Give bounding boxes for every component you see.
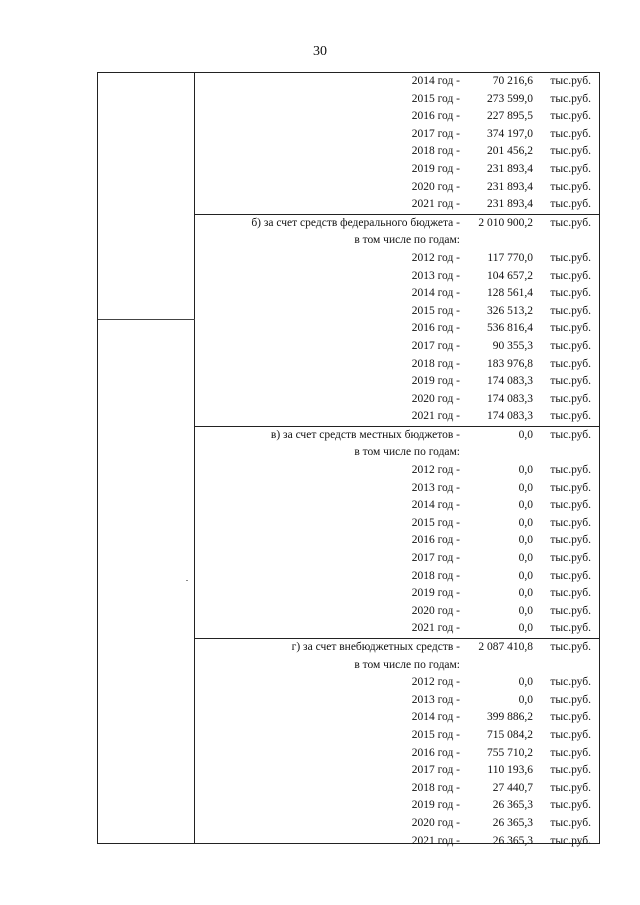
row-value: 0,0	[518, 676, 533, 689]
row-unit: тыс.руб.	[550, 816, 591, 829]
row-value: 0,0	[518, 569, 533, 582]
row-value: 2 087 410,8	[478, 641, 533, 653]
row-value: 201 456,2	[487, 145, 533, 158]
row-label: 2016 год -	[411, 110, 460, 123]
row-value: 70 216,6	[492, 75, 533, 87]
table-row	[195, 568, 599, 586]
row-value: 0,0	[518, 499, 533, 512]
row-value: 231 893,4	[487, 180, 533, 193]
row-label: 2016 год -	[411, 534, 460, 547]
row-value: 755 710,2	[487, 746, 533, 759]
row-value: 399 886,2	[487, 711, 533, 724]
row-label: 2014 год -	[411, 711, 460, 724]
row-unit: тыс.руб.	[550, 781, 591, 794]
row-unit: тыс.руб.	[550, 499, 591, 512]
table-row	[195, 639, 599, 657]
table-row	[195, 356, 599, 374]
table-row	[195, 215, 599, 233]
table-row	[195, 232, 599, 250]
row-label: 2015 год -	[411, 728, 460, 741]
row-value: 174 083,3	[487, 410, 533, 423]
row-value: 0,0	[518, 534, 533, 547]
row-value: 90 355,3	[492, 339, 533, 352]
row-unit: тыс.руб.	[550, 392, 591, 405]
row-label: 2021 год -	[411, 410, 460, 423]
table-row	[195, 444, 599, 462]
row-value: 174 083,3	[487, 375, 533, 388]
table-row	[195, 320, 599, 338]
budget-table	[97, 72, 600, 847]
row-value: 26 365,3	[492, 816, 533, 829]
table-row	[195, 797, 599, 815]
row-value: 174 083,3	[487, 392, 533, 405]
row-value: 2 010 900,2	[478, 216, 533, 229]
row-unit: тыс.руб.	[550, 339, 591, 352]
row-unit: тыс.руб.	[550, 145, 591, 158]
row-unit: тыс.руб.	[550, 534, 591, 547]
row-value: 0,0	[518, 604, 533, 617]
row-label: 2019 год -	[411, 587, 460, 600]
row-unit: тыс.руб.	[550, 641, 591, 653]
row-unit: тыс.руб.	[550, 322, 591, 335]
row-value: 26 365,3	[492, 799, 533, 812]
row-unit: тыс.руб.	[550, 481, 591, 494]
table-row	[195, 692, 599, 710]
row-unit: тыс.руб.	[550, 516, 591, 529]
row-label: в) за счет средств местных бюджетов -	[270, 428, 460, 441]
row-value: 231 893,4	[487, 198, 533, 211]
table-row	[195, 161, 599, 179]
row-label: 2013 год -	[411, 269, 460, 282]
row-label: 2014 год -	[411, 75, 460, 87]
row-label: г) за счет внебюджетных средств -	[291, 641, 460, 653]
row-unit: тыс.руб.	[550, 587, 591, 600]
row-value: 0,0	[518, 587, 533, 600]
row-label: 2016 год -	[411, 746, 460, 759]
table-row	[195, 391, 599, 409]
row-value: 326 513,2	[487, 304, 533, 317]
row-unit: тыс.руб.	[550, 357, 591, 370]
row-label: 2015 год -	[411, 92, 460, 105]
row-value: 0,0	[518, 428, 533, 441]
row-value: 0,0	[518, 552, 533, 565]
table-row	[195, 143, 599, 161]
table-row	[195, 179, 599, 197]
table-row	[195, 480, 599, 498]
left-column-divider	[98, 319, 195, 320]
row-label: 2014 год -	[411, 287, 460, 300]
row-label: 2014 год -	[411, 499, 460, 512]
table-row	[195, 196, 599, 214]
row-unit: тыс.руб.	[550, 92, 591, 105]
row-label: 2020 год -	[411, 604, 460, 617]
row-value: 26 365,3	[492, 834, 533, 847]
table-row	[195, 762, 599, 780]
row-unit: тыс.руб.	[550, 410, 591, 423]
table-row	[195, 462, 599, 480]
table-row	[195, 73, 599, 91]
row-label: 2020 год -	[411, 180, 460, 193]
row-label: в том числе по годам:	[354, 234, 460, 247]
table-row	[195, 727, 599, 745]
row-value: 117 770,0	[487, 251, 533, 264]
row-value: 0,0	[518, 693, 533, 706]
table-row	[195, 91, 599, 109]
table-row	[195, 585, 599, 603]
row-label: 2020 год -	[411, 816, 460, 829]
table-row	[195, 126, 599, 144]
row-label: в том числе по годам:	[354, 658, 460, 671]
table-row	[195, 815, 599, 833]
row-unit: тыс.руб.	[550, 304, 591, 317]
table-row	[195, 780, 599, 798]
table-row	[195, 285, 599, 303]
row-unit: тыс.руб.	[550, 464, 591, 477]
row-unit: тыс.руб.	[550, 287, 591, 300]
funding-section	[195, 214, 599, 426]
table-row	[195, 427, 599, 445]
funding-section	[195, 638, 599, 850]
left-column	[98, 73, 195, 843]
row-unit: тыс.руб.	[550, 552, 591, 565]
row-value: 0,0	[518, 464, 533, 477]
table-row	[195, 674, 599, 692]
table-row	[195, 550, 599, 568]
row-label: 2012 год -	[411, 676, 460, 689]
row-label: 2021 год -	[411, 198, 460, 211]
table-row	[195, 373, 599, 391]
table-row	[195, 657, 599, 675]
row-unit: тыс.руб.	[550, 834, 591, 847]
row-value: 536 816,4	[487, 322, 533, 335]
row-unit: тыс.руб.	[550, 428, 591, 441]
row-unit: тыс.руб.	[550, 799, 591, 812]
row-value: 104 657,2	[487, 269, 533, 282]
row-label: 2017 год -	[411, 552, 460, 565]
row-label: 2015 год -	[411, 516, 460, 529]
row-unit: тыс.руб.	[550, 711, 591, 724]
row-label: 2017 год -	[411, 764, 460, 777]
row-unit: тыс.руб.	[550, 569, 591, 582]
row-value: 227 895,5	[487, 110, 533, 123]
table-row	[195, 603, 599, 621]
row-label: 2013 год -	[411, 693, 460, 706]
row-unit: тыс.руб.	[550, 604, 591, 617]
row-label: 2015 год -	[411, 304, 460, 317]
table-row	[195, 833, 599, 851]
row-unit: тыс.руб.	[550, 216, 591, 229]
row-unit: тыс.руб.	[550, 180, 591, 193]
row-label: б) за счет средств федерального бюджета -	[251, 216, 460, 229]
row-label: 2017 год -	[411, 339, 460, 352]
table-row	[195, 709, 599, 727]
row-unit: тыс.руб.	[550, 251, 591, 264]
row-unit: тыс.руб.	[550, 75, 591, 87]
scan-speck	[186, 580, 188, 581]
row-label: 2016 год -	[411, 322, 460, 335]
funding-section	[195, 73, 599, 214]
table-row	[195, 620, 599, 638]
row-label: 2019 год -	[411, 162, 460, 175]
row-value: 0,0	[518, 622, 533, 635]
row-label: 2017 год -	[411, 127, 460, 140]
row-unit: тыс.руб.	[550, 676, 591, 689]
table-row	[195, 338, 599, 356]
row-unit: тыс.руб.	[550, 622, 591, 635]
row-label: 2019 год -	[411, 799, 460, 812]
row-value: 715 084,2	[487, 728, 533, 741]
row-unit: тыс.руб.	[550, 110, 591, 123]
row-unit: тыс.руб.	[550, 198, 591, 211]
row-unit: тыс.руб.	[550, 269, 591, 282]
table-row	[195, 532, 599, 550]
table-row	[195, 497, 599, 515]
row-label: 2018 год -	[411, 357, 460, 370]
row-label: 2021 год -	[411, 834, 460, 847]
row-label: 2012 год -	[411, 464, 460, 477]
row-unit: тыс.руб.	[550, 375, 591, 388]
table-row	[195, 408, 599, 426]
funding-section	[195, 426, 599, 638]
row-value: 110 193,6	[487, 764, 533, 777]
table-row	[195, 515, 599, 533]
row-value: 128 561,4	[487, 287, 533, 300]
row-unit: тыс.руб.	[550, 746, 591, 759]
row-label: 2018 год -	[411, 781, 460, 794]
row-value: 0,0	[518, 481, 533, 494]
row-label: 2021 год -	[411, 622, 460, 635]
row-value: 273 599,0	[487, 92, 533, 105]
row-unit: тыс.руб.	[550, 764, 591, 777]
row-label: 2018 год -	[411, 569, 460, 582]
row-label: 2019 год -	[411, 375, 460, 388]
row-label: 2018 год -	[411, 145, 460, 158]
table-row	[195, 303, 599, 321]
table-row	[195, 250, 599, 268]
row-unit: тыс.руб.	[550, 728, 591, 741]
funding-breakdown	[195, 73, 599, 847]
row-value: 183 976,8	[487, 357, 533, 370]
row-value: 27 440,7	[492, 781, 533, 794]
table-row	[195, 268, 599, 286]
row-unit: тыс.руб.	[550, 693, 591, 706]
row-label: в том числе по годам:	[354, 446, 460, 459]
row-value: 231 893,4	[487, 162, 533, 175]
row-value: 0,0	[518, 516, 533, 529]
row-label: 2012 год -	[411, 251, 460, 264]
table-row	[195, 745, 599, 763]
row-value: 374 197,0	[487, 127, 533, 140]
page-number: 30	[313, 44, 327, 59]
row-unit: тыс.руб.	[550, 127, 591, 140]
row-label: 2020 год -	[411, 392, 460, 405]
table-row	[195, 108, 599, 126]
row-label: 2013 год -	[411, 481, 460, 494]
row-unit: тыс.руб.	[550, 162, 591, 175]
